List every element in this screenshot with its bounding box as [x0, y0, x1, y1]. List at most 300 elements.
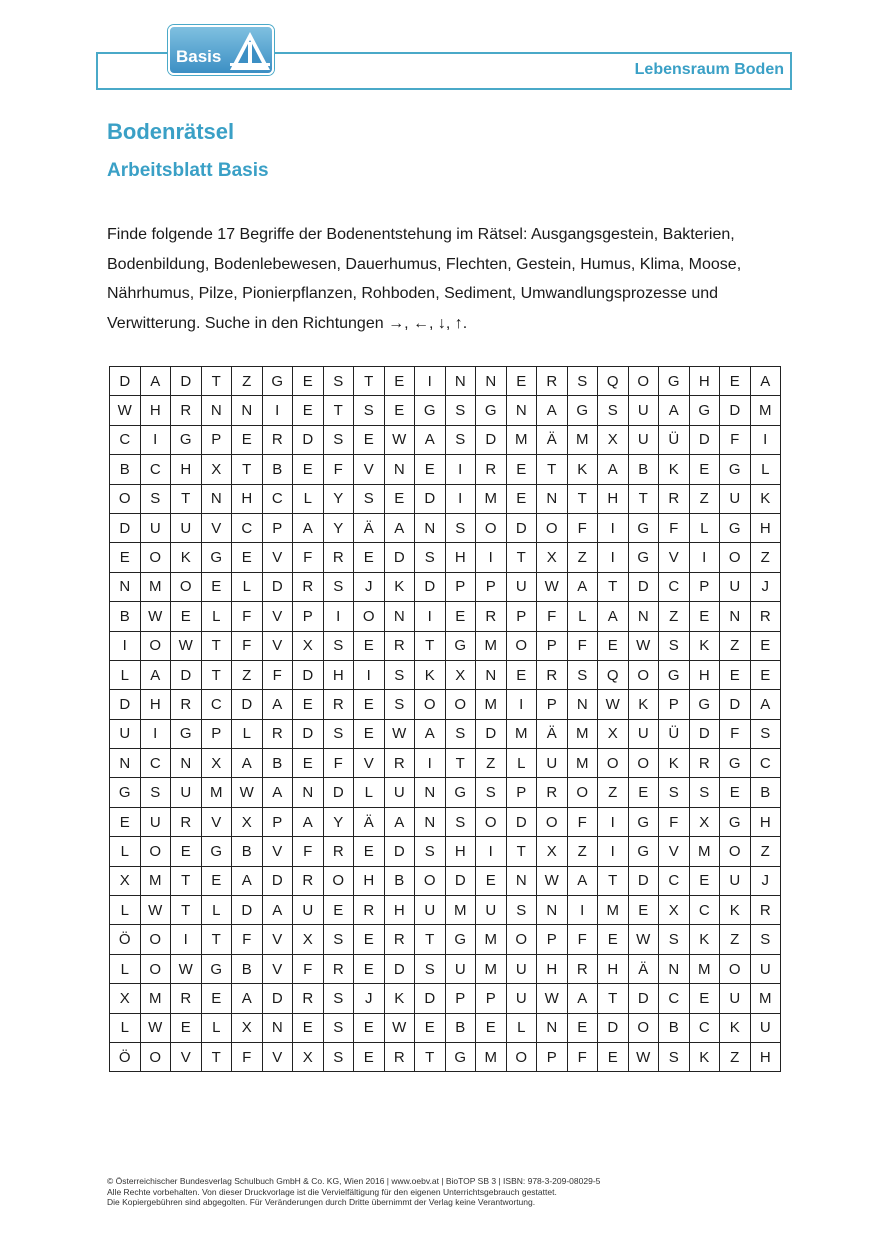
grid-cell[interactable]: N — [567, 690, 598, 719]
grid-cell[interactable]: M — [140, 572, 171, 601]
grid-cell[interactable]: O — [628, 1013, 659, 1042]
grid-cell[interactable]: H — [537, 954, 568, 983]
grid-cell[interactable]: S — [445, 396, 476, 425]
grid-cell[interactable]: D — [232, 690, 263, 719]
grid-cell[interactable]: N — [506, 866, 537, 895]
grid-cell[interactable]: I — [140, 425, 171, 454]
grid-cell[interactable]: T — [201, 1042, 232, 1071]
grid-cell[interactable]: E — [323, 896, 354, 925]
grid-cell[interactable]: U — [720, 984, 751, 1013]
grid-cell[interactable]: W — [628, 631, 659, 660]
grid-cell[interactable]: T — [415, 925, 446, 954]
grid-cell[interactable]: J — [354, 572, 385, 601]
grid-cell[interactable]: N — [628, 602, 659, 631]
grid-cell[interactable]: O — [140, 954, 171, 983]
grid-cell[interactable]: R — [323, 690, 354, 719]
grid-cell[interactable]: I — [415, 602, 446, 631]
grid-cell[interactable]: E — [628, 778, 659, 807]
grid-cell[interactable]: K — [384, 572, 415, 601]
grid-cell[interactable]: P — [659, 690, 690, 719]
grid-cell[interactable]: H — [750, 513, 781, 542]
grid-cell[interactable]: R — [171, 690, 202, 719]
grid-cell[interactable]: S — [476, 778, 507, 807]
grid-cell[interactable]: H — [689, 367, 720, 396]
grid-cell[interactable]: A — [384, 513, 415, 542]
grid-cell[interactable]: Ö — [110, 925, 141, 954]
grid-cell[interactable]: S — [659, 925, 690, 954]
grid-cell[interactable]: R — [537, 778, 568, 807]
grid-cell[interactable]: Ä — [537, 425, 568, 454]
grid-cell[interactable]: C — [140, 455, 171, 484]
grid-cell[interactable]: T — [201, 660, 232, 689]
grid-cell[interactable]: V — [262, 631, 293, 660]
grid-cell[interactable]: F — [262, 660, 293, 689]
grid-cell[interactable]: O — [140, 925, 171, 954]
grid-cell[interactable]: T — [201, 367, 232, 396]
grid-cell[interactable]: W — [537, 866, 568, 895]
grid-cell[interactable]: A — [232, 749, 263, 778]
grid-cell[interactable]: R — [323, 543, 354, 572]
grid-cell[interactable]: H — [140, 396, 171, 425]
grid-cell[interactable]: F — [567, 1042, 598, 1071]
grid-cell[interactable]: P — [262, 513, 293, 542]
grid-cell[interactable]: A — [384, 807, 415, 836]
grid-cell[interactable]: U — [140, 807, 171, 836]
grid-cell[interactable]: T — [171, 484, 202, 513]
grid-cell[interactable]: X — [232, 807, 263, 836]
grid-cell[interactable]: R — [384, 749, 415, 778]
grid-cell[interactable]: L — [232, 572, 263, 601]
grid-cell[interactable]: U — [537, 749, 568, 778]
grid-cell[interactable]: X — [293, 925, 324, 954]
grid-cell[interactable]: R — [689, 749, 720, 778]
grid-cell[interactable]: Y — [323, 807, 354, 836]
grid-cell[interactable]: V — [659, 837, 690, 866]
grid-cell[interactable]: G — [720, 513, 751, 542]
grid-cell[interactable]: G — [171, 719, 202, 748]
grid-cell[interactable]: H — [598, 484, 629, 513]
grid-cell[interactable]: S — [384, 660, 415, 689]
grid-cell[interactable]: Z — [720, 631, 751, 660]
grid-cell[interactable]: P — [537, 925, 568, 954]
grid-cell[interactable]: E — [354, 954, 385, 983]
grid-cell[interactable]: O — [506, 1042, 537, 1071]
grid-cell[interactable]: O — [171, 572, 202, 601]
grid-cell[interactable]: P — [262, 807, 293, 836]
grid-cell[interactable]: V — [262, 925, 293, 954]
grid-cell[interactable]: A — [567, 866, 598, 895]
grid-cell[interactable]: H — [598, 954, 629, 983]
grid-cell[interactable]: E — [720, 367, 751, 396]
grid-cell[interactable]: L — [110, 896, 141, 925]
grid-cell[interactable]: I — [415, 367, 446, 396]
grid-cell[interactable]: P — [689, 572, 720, 601]
grid-cell[interactable]: D — [293, 660, 324, 689]
grid-cell[interactable]: M — [598, 896, 629, 925]
grid-cell[interactable]: S — [354, 484, 385, 513]
grid-cell[interactable]: G — [720, 455, 751, 484]
grid-cell[interactable]: R — [293, 572, 324, 601]
grid-cell[interactable]: S — [323, 572, 354, 601]
grid-cell[interactable]: J — [750, 572, 781, 601]
grid-cell[interactable]: M — [506, 719, 537, 748]
grid-cell[interactable]: H — [445, 837, 476, 866]
grid-cell[interactable]: Z — [750, 837, 781, 866]
grid-cell[interactable]: I — [171, 925, 202, 954]
grid-cell[interactable]: E — [171, 837, 202, 866]
grid-cell[interactable]: F — [293, 543, 324, 572]
grid-cell[interactable]: D — [110, 513, 141, 542]
grid-cell[interactable]: I — [598, 513, 629, 542]
grid-cell[interactable]: R — [384, 925, 415, 954]
grid-cell[interactable]: H — [354, 866, 385, 895]
grid-cell[interactable]: O — [537, 807, 568, 836]
grid-cell[interactable]: M — [476, 925, 507, 954]
grid-cell[interactable]: O — [323, 866, 354, 895]
grid-cell[interactable]: R — [384, 631, 415, 660]
grid-cell[interactable]: X — [537, 837, 568, 866]
grid-cell[interactable]: U — [110, 719, 141, 748]
grid-cell[interactable]: M — [476, 954, 507, 983]
grid-cell[interactable]: N — [476, 660, 507, 689]
grid-cell[interactable]: L — [232, 719, 263, 748]
grid-cell[interactable]: G — [445, 1042, 476, 1071]
grid-cell[interactable]: D — [445, 866, 476, 895]
grid-cell[interactable]: D — [384, 543, 415, 572]
grid-cell[interactable]: D — [262, 866, 293, 895]
grid-cell[interactable]: E — [201, 984, 232, 1013]
grid-cell[interactable]: Q — [598, 660, 629, 689]
grid-cell[interactable]: O — [140, 631, 171, 660]
grid-cell[interactable]: E — [171, 1013, 202, 1042]
grid-cell[interactable]: R — [171, 396, 202, 425]
grid-cell[interactable]: T — [506, 543, 537, 572]
grid-cell[interactable]: F — [720, 425, 751, 454]
grid-cell[interactable]: F — [232, 602, 263, 631]
grid-cell[interactable]: L — [110, 660, 141, 689]
grid-cell[interactable]: W — [110, 396, 141, 425]
grid-cell[interactable]: X — [598, 719, 629, 748]
grid-cell[interactable]: E — [354, 543, 385, 572]
grid-cell[interactable]: E — [232, 543, 263, 572]
grid-cell[interactable]: Y — [323, 513, 354, 542]
grid-cell[interactable]: S — [140, 778, 171, 807]
grid-cell[interactable]: H — [445, 543, 476, 572]
grid-cell[interactable]: O — [720, 543, 751, 572]
grid-cell[interactable]: K — [628, 690, 659, 719]
grid-cell[interactable]: Y — [323, 484, 354, 513]
grid-cell[interactable]: E — [354, 837, 385, 866]
grid-cell[interactable]: G — [201, 837, 232, 866]
grid-cell[interactable]: G — [262, 367, 293, 396]
grid-cell[interactable]: W — [232, 778, 263, 807]
grid-cell[interactable]: R — [750, 896, 781, 925]
grid-cell[interactable]: L — [506, 749, 537, 778]
grid-cell[interactable]: P — [201, 425, 232, 454]
grid-cell[interactable]: Z — [476, 749, 507, 778]
grid-cell[interactable]: S — [659, 778, 690, 807]
grid-cell[interactable]: G — [628, 807, 659, 836]
grid-cell[interactable]: H — [384, 896, 415, 925]
grid-cell[interactable]: E — [598, 631, 629, 660]
grid-cell[interactable]: W — [537, 572, 568, 601]
grid-cell[interactable]: N — [232, 396, 263, 425]
grid-cell[interactable]: P — [476, 984, 507, 1013]
grid-cell[interactable]: D — [689, 719, 720, 748]
grid-cell[interactable]: Ö — [110, 1042, 141, 1071]
grid-cell[interactable]: V — [262, 837, 293, 866]
grid-cell[interactable]: M — [689, 837, 720, 866]
grid-cell[interactable]: L — [750, 455, 781, 484]
grid-cell[interactable]: N — [537, 896, 568, 925]
grid-cell[interactable]: U — [750, 954, 781, 983]
grid-cell[interactable]: D — [598, 1013, 629, 1042]
grid-cell[interactable]: V — [262, 1042, 293, 1071]
grid-cell[interactable]: R — [567, 954, 598, 983]
grid-cell[interactable]: X — [659, 896, 690, 925]
grid-cell[interactable]: R — [323, 954, 354, 983]
grid-cell[interactable]: S — [445, 807, 476, 836]
grid-cell[interactable]: H — [750, 1042, 781, 1071]
grid-cell[interactable]: I — [750, 425, 781, 454]
grid-cell[interactable]: G — [201, 543, 232, 572]
grid-cell[interactable]: Ä — [354, 513, 385, 542]
grid-cell[interactable]: D — [262, 572, 293, 601]
grid-cell[interactable]: L — [110, 1013, 141, 1042]
grid-cell[interactable]: F — [567, 513, 598, 542]
grid-cell[interactable]: D — [720, 396, 751, 425]
grid-cell[interactable]: U — [293, 896, 324, 925]
grid-cell[interactable]: A — [262, 896, 293, 925]
grid-cell[interactable]: D — [506, 807, 537, 836]
grid-cell[interactable]: M — [201, 778, 232, 807]
grid-cell[interactable]: U — [415, 896, 446, 925]
grid-cell[interactable]: O — [567, 778, 598, 807]
grid-cell[interactable]: C — [201, 690, 232, 719]
grid-cell[interactable]: U — [628, 425, 659, 454]
grid-cell[interactable]: B — [262, 749, 293, 778]
grid-cell[interactable]: F — [232, 1042, 263, 1071]
grid-cell[interactable]: E — [506, 660, 537, 689]
grid-cell[interactable]: G — [171, 425, 202, 454]
grid-cell[interactable]: T — [354, 367, 385, 396]
grid-cell[interactable]: W — [171, 631, 202, 660]
grid-cell[interactable]: O — [628, 367, 659, 396]
grid-cell[interactable]: X — [232, 1013, 263, 1042]
grid-cell[interactable]: N — [659, 954, 690, 983]
grid-cell[interactable]: U — [628, 396, 659, 425]
grid-cell[interactable]: S — [323, 925, 354, 954]
grid-cell[interactable]: S — [415, 543, 446, 572]
grid-cell[interactable]: N — [415, 807, 446, 836]
grid-cell[interactable]: T — [445, 749, 476, 778]
grid-cell[interactable]: D — [628, 572, 659, 601]
grid-cell[interactable]: T — [323, 396, 354, 425]
grid-cell[interactable]: R — [384, 1042, 415, 1071]
grid-cell[interactable]: O — [476, 807, 507, 836]
grid-cell[interactable]: E — [506, 484, 537, 513]
grid-cell[interactable]: A — [415, 425, 446, 454]
grid-cell[interactable]: E — [598, 925, 629, 954]
grid-cell[interactable]: N — [384, 455, 415, 484]
grid-cell[interactable]: U — [628, 719, 659, 748]
grid-cell[interactable]: E — [384, 484, 415, 513]
grid-cell[interactable]: T — [598, 984, 629, 1013]
grid-cell[interactable]: N — [201, 396, 232, 425]
grid-cell[interactable]: R — [476, 455, 507, 484]
grid-cell[interactable]: D — [262, 984, 293, 1013]
grid-cell[interactable]: H — [232, 484, 263, 513]
grid-cell[interactable]: K — [659, 455, 690, 484]
grid-cell[interactable]: G — [476, 396, 507, 425]
grid-cell[interactable]: F — [567, 807, 598, 836]
grid-cell[interactable]: U — [720, 572, 751, 601]
grid-cell[interactable]: U — [140, 513, 171, 542]
grid-cell[interactable]: O — [110, 484, 141, 513]
grid-cell[interactable]: M — [567, 719, 598, 748]
grid-cell[interactable]: E — [567, 1013, 598, 1042]
grid-cell[interactable]: E — [720, 778, 751, 807]
grid-cell[interactable]: A — [293, 807, 324, 836]
grid-cell[interactable]: F — [323, 749, 354, 778]
grid-cell[interactable]: E — [506, 455, 537, 484]
grid-cell[interactable]: O — [537, 513, 568, 542]
grid-cell[interactable]: M — [476, 484, 507, 513]
grid-cell[interactable]: Z — [720, 925, 751, 954]
grid-cell[interactable]: F — [567, 631, 598, 660]
grid-cell[interactable]: N — [110, 749, 141, 778]
grid-cell[interactable]: P — [537, 690, 568, 719]
grid-cell[interactable]: A — [232, 866, 263, 895]
grid-cell[interactable]: X — [689, 807, 720, 836]
grid-cell[interactable]: X — [445, 660, 476, 689]
grid-cell[interactable]: S — [415, 837, 446, 866]
grid-cell[interactable]: J — [750, 866, 781, 895]
grid-cell[interactable]: U — [171, 513, 202, 542]
grid-cell[interactable]: G — [628, 513, 659, 542]
grid-cell[interactable]: E — [598, 1042, 629, 1071]
grid-cell[interactable]: T — [171, 866, 202, 895]
grid-cell[interactable]: U — [445, 954, 476, 983]
grid-cell[interactable]: G — [445, 778, 476, 807]
grid-cell[interactable]: X — [201, 455, 232, 484]
grid-cell[interactable]: E — [201, 866, 232, 895]
grid-cell[interactable]: A — [293, 513, 324, 542]
grid-cell[interactable]: S — [598, 396, 629, 425]
grid-cell[interactable]: A — [567, 572, 598, 601]
grid-cell[interactable]: C — [689, 896, 720, 925]
grid-cell[interactable]: I — [476, 543, 507, 572]
grid-cell[interactable]: R — [476, 602, 507, 631]
grid-cell[interactable]: I — [689, 543, 720, 572]
grid-cell[interactable]: T — [201, 631, 232, 660]
grid-cell[interactable]: C — [140, 749, 171, 778]
grid-cell[interactable]: H — [689, 660, 720, 689]
grid-cell[interactable]: F — [567, 925, 598, 954]
grid-cell[interactable]: V — [201, 513, 232, 542]
grid-cell[interactable]: U — [750, 1013, 781, 1042]
grid-cell[interactable]: A — [415, 719, 446, 748]
grid-cell[interactable]: E — [293, 749, 324, 778]
grid-cell[interactable]: T — [537, 455, 568, 484]
grid-cell[interactable]: A — [262, 778, 293, 807]
grid-cell[interactable]: F — [323, 455, 354, 484]
grid-cell[interactable]: K — [171, 543, 202, 572]
grid-cell[interactable]: U — [506, 572, 537, 601]
grid-cell[interactable]: R — [537, 367, 568, 396]
grid-cell[interactable]: N — [476, 367, 507, 396]
grid-cell[interactable]: S — [140, 484, 171, 513]
grid-cell[interactable]: S — [323, 1042, 354, 1071]
grid-cell[interactable]: G — [445, 631, 476, 660]
grid-cell[interactable]: O — [628, 749, 659, 778]
grid-cell[interactable]: I — [415, 749, 446, 778]
grid-cell[interactable]: E — [110, 543, 141, 572]
grid-cell[interactable]: V — [262, 954, 293, 983]
grid-cell[interactable]: G — [445, 925, 476, 954]
grid-cell[interactable]: Ä — [354, 807, 385, 836]
grid-cell[interactable]: D — [689, 425, 720, 454]
grid-cell[interactable]: A — [659, 396, 690, 425]
grid-cell[interactable]: I — [598, 543, 629, 572]
grid-cell[interactable]: T — [415, 1042, 446, 1071]
grid-cell[interactable]: S — [567, 660, 598, 689]
grid-cell[interactable]: V — [659, 543, 690, 572]
grid-cell[interactable]: Z — [689, 484, 720, 513]
grid-cell[interactable]: E — [689, 602, 720, 631]
grid-cell[interactable]: A — [750, 367, 781, 396]
grid-cell[interactable]: T — [598, 866, 629, 895]
grid-cell[interactable]: O — [720, 954, 751, 983]
grid-cell[interactable]: G — [720, 749, 751, 778]
grid-cell[interactable]: E — [689, 455, 720, 484]
grid-cell[interactable]: C — [262, 484, 293, 513]
grid-cell[interactable]: G — [201, 954, 232, 983]
grid-cell[interactable]: R — [293, 984, 324, 1013]
grid-cell[interactable]: J — [354, 984, 385, 1013]
grid-cell[interactable]: E — [750, 660, 781, 689]
grid-cell[interactable]: I — [598, 837, 629, 866]
grid-cell[interactable]: F — [720, 719, 751, 748]
grid-cell[interactable]: T — [598, 572, 629, 601]
grid-cell[interactable]: C — [689, 1013, 720, 1042]
grid-cell[interactable]: A — [598, 602, 629, 631]
grid-cell[interactable]: L — [689, 513, 720, 542]
grid-cell[interactable]: Ä — [537, 719, 568, 748]
grid-cell[interactable]: E — [384, 367, 415, 396]
grid-cell[interactable]: B — [659, 1013, 690, 1042]
grid-cell[interactable]: E — [354, 1013, 385, 1042]
grid-cell[interactable]: Z — [232, 367, 263, 396]
grid-cell[interactable]: S — [415, 954, 446, 983]
grid-cell[interactable]: D — [506, 513, 537, 542]
grid-cell[interactable]: I — [354, 660, 385, 689]
grid-cell[interactable]: L — [110, 837, 141, 866]
grid-cell[interactable]: E — [293, 396, 324, 425]
grid-cell[interactable]: N — [537, 484, 568, 513]
grid-cell[interactable]: D — [384, 954, 415, 983]
grid-cell[interactable]: A — [750, 690, 781, 719]
grid-cell[interactable]: E — [384, 396, 415, 425]
grid-cell[interactable]: S — [323, 719, 354, 748]
grid-cell[interactable]: S — [567, 367, 598, 396]
grid-cell[interactable]: F — [537, 602, 568, 631]
grid-cell[interactable]: E — [689, 866, 720, 895]
grid-cell[interactable]: E — [293, 367, 324, 396]
grid-cell[interactable]: T — [628, 484, 659, 513]
grid-cell[interactable]: Q — [598, 367, 629, 396]
grid-cell[interactable]: G — [415, 396, 446, 425]
